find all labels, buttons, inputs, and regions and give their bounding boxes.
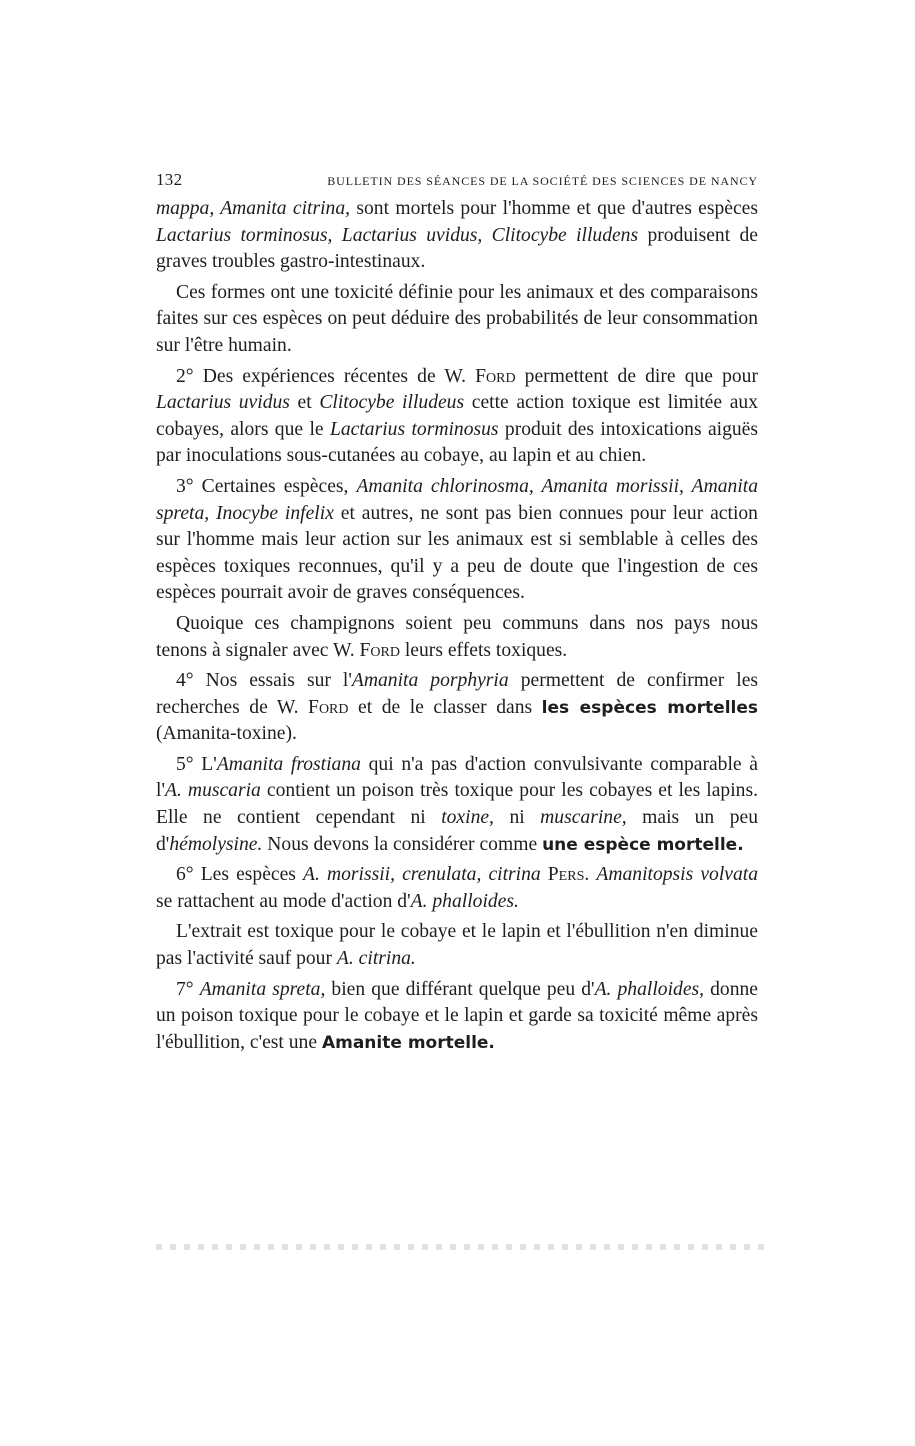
- species-name: Lactarius uvidus: [156, 392, 290, 414]
- bold-emphasis: une espèce mortelle.: [542, 834, 744, 855]
- species-name: Amanita spreta,: [199, 978, 326, 1000]
- author-name: Ford: [475, 365, 516, 387]
- bold-emphasis: Amanite mortelle.: [321, 1032, 495, 1053]
- text-run: produit des intoxications aiguës par inoculations sous-cutanées au cobaye, au lapin et au chien.: [156, 418, 758, 467]
- text-run: 2° Des expériences récentes de W.: [176, 365, 476, 387]
- text-run: se rattachent au mode d'action d': [156, 890, 411, 912]
- text-run: Nous devons la considérer comme: [262, 833, 543, 855]
- text-run: (Amanita-toxine).: [156, 723, 297, 745]
- text-run: sont mortels pour l'homme et que d'autres espèces: [350, 198, 758, 219]
- text-run: ni: [493, 807, 541, 829]
- paragraph-point-6: [156, 862, 758, 915]
- species-name: Amanita frostiana: [216, 753, 361, 775]
- paragraph-quoique: [156, 611, 758, 664]
- text-run: et autres, ne sont pas bien connues pour leur action sur l'homme mais leur action sur les animaux est si semblable à celles des espèces toxiques reconnues, qu'il y a peu de doute que l'ingestion de ces espèces pourrait avoir de graves conséquences.: [156, 502, 758, 604]
- text-run: permettent de confirmer les recherches de W.: [156, 670, 759, 718]
- page-number: 132: [156, 170, 183, 189]
- text-run: contient un poison très toxique pour les cobayes et les lapins. Elle ne contient cependant ni: [156, 780, 758, 829]
- running-header: [156, 170, 758, 190]
- paragraph-point-2: [156, 364, 758, 470]
- toxin-name: hémolysine.: [169, 833, 263, 855]
- paragraph-extrait: [156, 919, 758, 972]
- species-names: mappa, Amanita citrina,: [156, 198, 351, 219]
- text-run: 6° Les espèces: [176, 864, 304, 886]
- species-name: Lactarius torminosus: [329, 418, 499, 440]
- paragraph-point-5: [156, 752, 758, 858]
- text-run: 7°: [176, 978, 200, 1000]
- species-name: A. phalloides,: [594, 978, 705, 1000]
- species-name: A. phalloides.: [410, 890, 519, 912]
- bold-emphasis: les espèces mortelles: [541, 697, 759, 718]
- paragraph-continued: [156, 196, 758, 276]
- text-run: produisent de graves troubles gastro-intestinaux.: [156, 224, 758, 273]
- text-run: mais un peu d': [156, 807, 758, 855]
- text-run: 4° Nos essais sur l': [176, 670, 352, 692]
- text-run: leurs effets toxiques.: [399, 639, 568, 661]
- paragraph-point-7: [156, 977, 758, 1057]
- species-name: Amanita porphyria: [351, 670, 509, 692]
- species-names: A. morissii, crenulata, citrina: [303, 864, 541, 886]
- text-run: cette action toxique est limitée aux cobayes, alors que le: [156, 392, 759, 440]
- paragraph-point-3: [156, 474, 758, 607]
- text-run: et de le classer dans: [348, 696, 542, 718]
- text-run: donne un poison toxique pour le cobaye et le lapin et garde sa toxicité même après l'ébullition, c'est une: [156, 978, 759, 1053]
- species-names: Lactarius torminosus, Lactarius uvidus, Clitocybe illudens: [156, 224, 639, 246]
- paragraph-point-4: [156, 668, 758, 748]
- author-name: Ford: [308, 696, 349, 718]
- author-name: Pers.: [540, 864, 590, 886]
- species-name: Amanitopsis volvata: [596, 864, 759, 886]
- toxin-name: muscarine,: [540, 807, 627, 829]
- text-run: bien que différant quelque peu d': [325, 978, 595, 1000]
- text-run: L'extrait est toxique pour le cobaye et le lapin et l'ébullition n'en diminue pas l'activité sauf pour: [156, 921, 758, 970]
- paragraph-toxicity: Ces formes ont une toxicité définie pour les animaux et des comparaisons faites sur ces espèces on peut déduire des probabilités de leur consommation sur l'être humain.: [156, 281, 758, 356]
- text-run: 3° Certaines espèces,: [176, 475, 357, 497]
- text-run: et: [289, 392, 320, 414]
- toxin-name: toxine,: [441, 807, 494, 829]
- print-smudge: [156, 1244, 766, 1250]
- text-run: permettent de dire que pour: [515, 365, 759, 387]
- text-run: qui n'a pas d'action convulsivante comparable à l': [156, 753, 758, 802]
- species-name: A. muscaria: [164, 780, 261, 802]
- running-title: BULLETIN DES SÉANCES DE LA SOCIÉTÉ DES SCIENCES DE NANCY: [327, 174, 758, 188]
- text-run: 5° L': [176, 753, 217, 775]
- species-names: Amanita chlorinosma, Amanita morissii, Amanita spreta, Inocybe infelix: [156, 475, 758, 524]
- species-name: Clitocybe illudeus: [319, 392, 465, 414]
- page-body: [156, 170, 758, 1060]
- author-name: Ford: [359, 639, 400, 661]
- text-run: Quoique ces champignons soient peu communs dans nos pays nous tenons à signaler avec W.: [156, 612, 758, 661]
- species-name: A. citrina.: [336, 948, 416, 970]
